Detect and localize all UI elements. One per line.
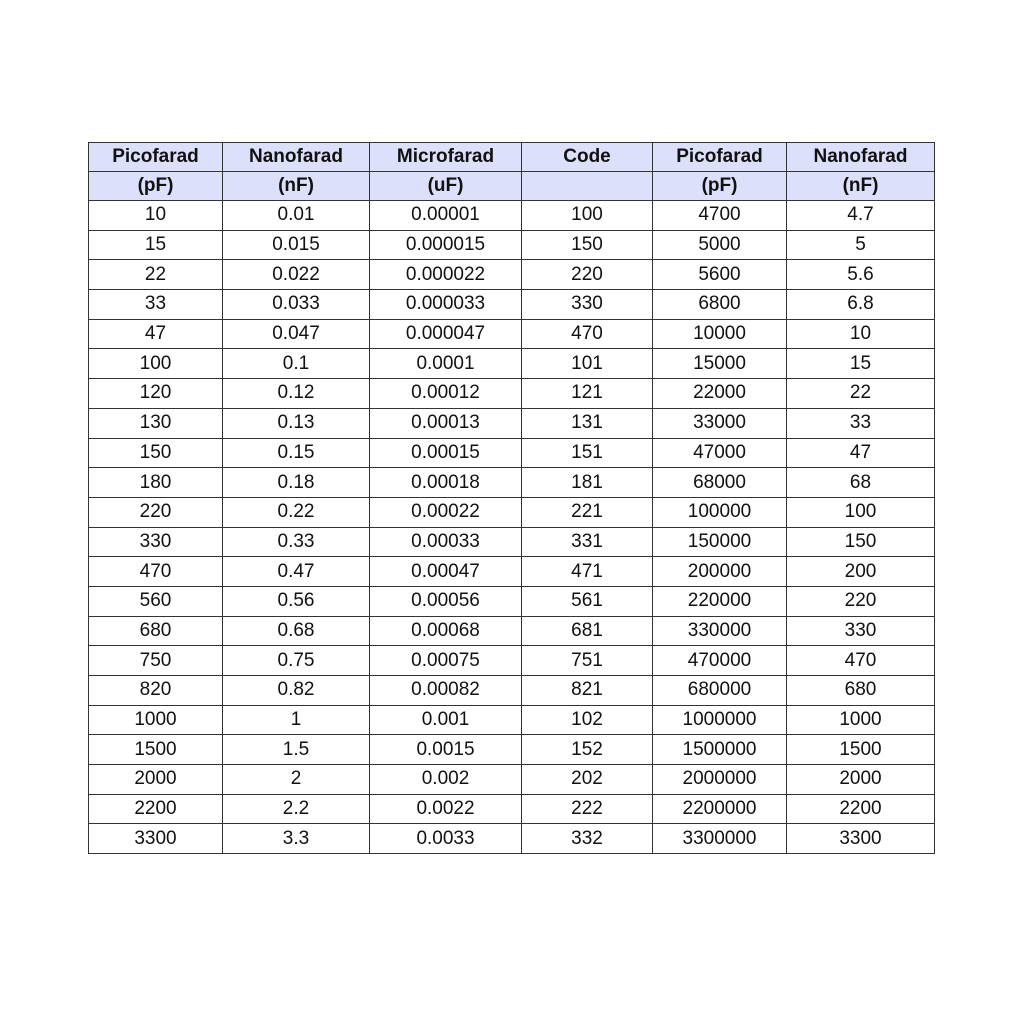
cell-nanofarad-2: 5.6 xyxy=(787,260,935,290)
header-picofarad-2: Picofarad xyxy=(653,143,787,172)
cell-picofarad-2: 15000 xyxy=(653,349,787,379)
cell-picofarad: 150 xyxy=(89,438,223,468)
table-row xyxy=(89,824,935,854)
cell-code: 220 xyxy=(522,260,653,290)
cell-picofarad: 2000 xyxy=(89,765,223,795)
table-row xyxy=(89,349,935,379)
cell-nanofarad: 0.18 xyxy=(223,468,370,498)
table-row xyxy=(89,468,935,498)
cell-code: 102 xyxy=(522,705,653,735)
cell-code: 821 xyxy=(522,676,653,706)
cell-picofarad-2: 220000 xyxy=(653,586,787,616)
cell-code: 101 xyxy=(522,349,653,379)
cell-code: 100 xyxy=(522,201,653,231)
cell-code: 681 xyxy=(522,616,653,646)
cell-picofarad-2: 1000000 xyxy=(653,705,787,735)
cell-microfarad: 0.00013 xyxy=(370,408,522,438)
table-row xyxy=(89,765,935,795)
header-picofarad: Picofarad xyxy=(89,143,223,172)
cell-picofarad-2: 33000 xyxy=(653,408,787,438)
cell-microfarad: 0.00056 xyxy=(370,586,522,616)
cell-picofarad: 120 xyxy=(89,379,223,409)
table-row xyxy=(89,616,935,646)
table-row xyxy=(89,379,935,409)
cell-nanofarad: 0.1 xyxy=(223,349,370,379)
table-header xyxy=(89,143,935,201)
table-row xyxy=(89,705,935,735)
cell-picofarad-2: 470000 xyxy=(653,646,787,676)
cell-microfarad: 0.00075 xyxy=(370,646,522,676)
table-row xyxy=(89,527,935,557)
cell-nanofarad: 0.33 xyxy=(223,527,370,557)
cell-microfarad: 0.0022 xyxy=(370,794,522,824)
cell-code: 202 xyxy=(522,765,653,795)
cell-picofarad-2: 4700 xyxy=(653,201,787,231)
cell-picofarad-2: 22000 xyxy=(653,379,787,409)
cell-picofarad: 100 xyxy=(89,349,223,379)
cell-nanofarad: 0.12 xyxy=(223,379,370,409)
cell-nanofarad: 3.3 xyxy=(223,824,370,854)
table-row xyxy=(89,646,935,676)
cell-picofarad: 1000 xyxy=(89,705,223,735)
cell-picofarad-2: 680000 xyxy=(653,676,787,706)
cell-picofarad: 820 xyxy=(89,676,223,706)
cell-nanofarad-2: 220 xyxy=(787,586,935,616)
cell-picofarad-2: 150000 xyxy=(653,527,787,557)
cell-code: 332 xyxy=(522,824,653,854)
cell-picofarad-2: 200000 xyxy=(653,557,787,587)
cell-code: 751 xyxy=(522,646,653,676)
cell-code: 150 xyxy=(522,230,653,260)
cell-nanofarad: 0.047 xyxy=(223,319,370,349)
cell-code: 330 xyxy=(522,290,653,320)
table-row xyxy=(89,497,935,527)
table-row xyxy=(89,557,935,587)
cell-code: 561 xyxy=(522,586,653,616)
cell-nanofarad-2: 6.8 xyxy=(787,290,935,320)
cell-picofarad: 47 xyxy=(89,319,223,349)
cell-code: 131 xyxy=(522,408,653,438)
cell-nanofarad: 0.75 xyxy=(223,646,370,676)
cell-microfarad: 0.00033 xyxy=(370,527,522,557)
cell-nanofarad: 1 xyxy=(223,705,370,735)
header-unit-code xyxy=(522,172,653,201)
cell-picofarad: 680 xyxy=(89,616,223,646)
cell-microfarad: 0.0001 xyxy=(370,349,522,379)
cell-nanofarad: 0.13 xyxy=(223,408,370,438)
cell-code: 331 xyxy=(522,527,653,557)
cell-code: 152 xyxy=(522,735,653,765)
cell-microfarad: 0.000047 xyxy=(370,319,522,349)
table-body xyxy=(89,201,935,854)
cell-nanofarad: 2 xyxy=(223,765,370,795)
cell-picofarad-2: 330000 xyxy=(653,616,787,646)
cell-picofarad-2: 47000 xyxy=(653,438,787,468)
cell-nanofarad: 0.82 xyxy=(223,676,370,706)
cell-nanofarad: 0.47 xyxy=(223,557,370,587)
cell-picofarad: 3300 xyxy=(89,824,223,854)
cell-nanofarad-2: 47 xyxy=(787,438,935,468)
cell-nanofarad: 0.56 xyxy=(223,586,370,616)
header-unit-pf: (pF) xyxy=(89,172,223,201)
table-row xyxy=(89,319,935,349)
cell-nanofarad-2: 68 xyxy=(787,468,935,498)
cell-code: 470 xyxy=(522,319,653,349)
cell-microfarad: 0.00082 xyxy=(370,676,522,706)
cell-picofarad: 10 xyxy=(89,201,223,231)
cell-nanofarad: 0.68 xyxy=(223,616,370,646)
cell-nanofarad: 0.033 xyxy=(223,290,370,320)
cell-picofarad-2: 100000 xyxy=(653,497,787,527)
capacitor-conversion-table xyxy=(88,142,935,854)
cell-picofarad: 33 xyxy=(89,290,223,320)
cell-nanofarad: 0.015 xyxy=(223,230,370,260)
cell-nanofarad-2: 33 xyxy=(787,408,935,438)
cell-nanofarad: 0.15 xyxy=(223,438,370,468)
table-row xyxy=(89,794,935,824)
table-row xyxy=(89,408,935,438)
header-unit-uf: (uF) xyxy=(370,172,522,201)
table-row xyxy=(89,201,935,231)
header-unit-pf-2: (pF) xyxy=(653,172,787,201)
cell-picofarad-2: 6800 xyxy=(653,290,787,320)
cell-nanofarad-2: 5 xyxy=(787,230,935,260)
cell-nanofarad-2: 100 xyxy=(787,497,935,527)
cell-picofarad: 130 xyxy=(89,408,223,438)
cell-picofarad-2: 5600 xyxy=(653,260,787,290)
cell-picofarad: 470 xyxy=(89,557,223,587)
header-row-titles xyxy=(89,143,935,172)
cell-picofarad: 15 xyxy=(89,230,223,260)
cell-picofarad: 180 xyxy=(89,468,223,498)
cell-nanofarad-2: 4.7 xyxy=(787,201,935,231)
table-row xyxy=(89,438,935,468)
cell-nanofarad: 0.22 xyxy=(223,497,370,527)
cell-picofarad: 1500 xyxy=(89,735,223,765)
cell-picofarad-2: 68000 xyxy=(653,468,787,498)
header-nanofarad-2: Nanofarad xyxy=(787,143,935,172)
cell-picofarad: 220 xyxy=(89,497,223,527)
cell-picofarad: 330 xyxy=(89,527,223,557)
cell-nanofarad-2: 1500 xyxy=(787,735,935,765)
cell-nanofarad-2: 330 xyxy=(787,616,935,646)
cell-microfarad: 0.0033 xyxy=(370,824,522,854)
cell-microfarad: 0.0015 xyxy=(370,735,522,765)
table-row xyxy=(89,290,935,320)
cell-picofarad: 560 xyxy=(89,586,223,616)
cell-nanofarad-2: 200 xyxy=(787,557,935,587)
cell-nanofarad-2: 3300 xyxy=(787,824,935,854)
cell-nanofarad-2: 2000 xyxy=(787,765,935,795)
table-row xyxy=(89,586,935,616)
table-row xyxy=(89,735,935,765)
cell-microfarad: 0.002 xyxy=(370,765,522,795)
cell-picofarad-2: 5000 xyxy=(653,230,787,260)
cell-code: 151 xyxy=(522,438,653,468)
cell-picofarad-2: 10000 xyxy=(653,319,787,349)
header-code: Code xyxy=(522,143,653,172)
cell-microfarad: 0.00022 xyxy=(370,497,522,527)
header-unit-nf: (nF) xyxy=(223,172,370,201)
cell-microfarad: 0.001 xyxy=(370,705,522,735)
cell-code: 222 xyxy=(522,794,653,824)
cell-nanofarad-2: 22 xyxy=(787,379,935,409)
header-nanofarad: Nanofarad xyxy=(223,143,370,172)
cell-picofarad-2: 1500000 xyxy=(653,735,787,765)
cell-code: 471 xyxy=(522,557,653,587)
header-unit-nf-2: (nF) xyxy=(787,172,935,201)
cell-nanofarad-2: 1000 xyxy=(787,705,935,735)
cell-microfarad: 0.00018 xyxy=(370,468,522,498)
table-row xyxy=(89,676,935,706)
cell-microfarad: 0.00047 xyxy=(370,557,522,587)
cell-nanofarad: 1.5 xyxy=(223,735,370,765)
cell-picofarad: 22 xyxy=(89,260,223,290)
cell-picofarad-2: 3300000 xyxy=(653,824,787,854)
table-row xyxy=(89,230,935,260)
cell-nanofarad-2: 10 xyxy=(787,319,935,349)
cell-picofarad: 750 xyxy=(89,646,223,676)
cell-nanofarad-2: 15 xyxy=(787,349,935,379)
cell-nanofarad: 0.022 xyxy=(223,260,370,290)
header-row-units xyxy=(89,172,935,201)
cell-nanofarad-2: 470 xyxy=(787,646,935,676)
cell-nanofarad-2: 150 xyxy=(787,527,935,557)
cell-microfarad: 0.00068 xyxy=(370,616,522,646)
cell-microfarad: 0.00015 xyxy=(370,438,522,468)
cell-nanofarad-2: 2200 xyxy=(787,794,935,824)
table-row xyxy=(89,260,935,290)
cell-code: 181 xyxy=(522,468,653,498)
cell-nanofarad: 2.2 xyxy=(223,794,370,824)
cell-picofarad: 2200 xyxy=(89,794,223,824)
cell-nanofarad: 0.01 xyxy=(223,201,370,231)
header-microfarad: Microfarad xyxy=(370,143,522,172)
cell-nanofarad-2: 680 xyxy=(787,676,935,706)
cell-microfarad: 0.000022 xyxy=(370,260,522,290)
cell-picofarad-2: 2000000 xyxy=(653,765,787,795)
cell-code: 221 xyxy=(522,497,653,527)
cell-microfarad: 0.000015 xyxy=(370,230,522,260)
cell-picofarad-2: 2200000 xyxy=(653,794,787,824)
cell-code: 121 xyxy=(522,379,653,409)
cell-microfarad: 0.000033 xyxy=(370,290,522,320)
cell-microfarad: 0.00012 xyxy=(370,379,522,409)
cell-microfarad: 0.00001 xyxy=(370,201,522,231)
